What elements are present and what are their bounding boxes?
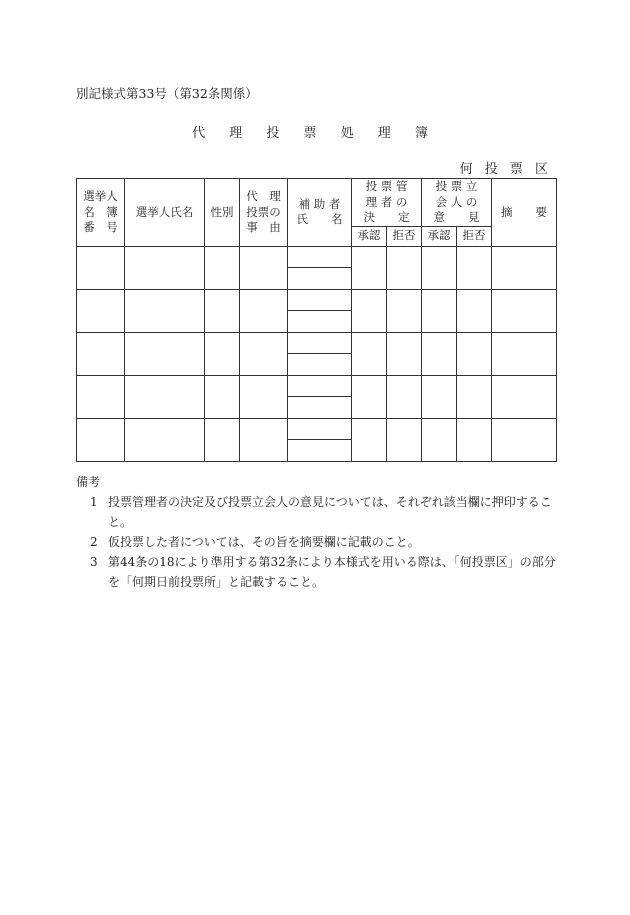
- notes-section: [76, 472, 556, 592]
- column-reason: [240, 179, 288, 247]
- column-manager-decision-line-1: 投 票 管: [365, 179, 408, 193]
- note-text: 投票管理者の決定及び投票立会人の意見については、それぞれ該当欄に押印すること。: [108, 495, 552, 529]
- cell-manager-reject: [387, 289, 422, 332]
- cell-witness-approve: [422, 289, 457, 332]
- cell-assistant-2: [288, 311, 352, 333]
- cell-witness-reject: [457, 418, 492, 461]
- note-item: [76, 552, 556, 592]
- column-reason-line-1: 代 理: [246, 189, 281, 203]
- cell-manager-approve: [352, 332, 387, 375]
- column-manager-decision: [352, 179, 422, 227]
- column-gender: [205, 179, 240, 247]
- cell-manager-approve: [352, 246, 387, 289]
- subcolumn-witness-reject: 拒否: [457, 226, 492, 246]
- column-voter-number-line-2: 名 簿: [83, 204, 118, 219]
- cell-voter-name: [125, 246, 205, 289]
- note-number: 2: [90, 535, 98, 549]
- notes-heading: 備考: [76, 475, 101, 489]
- note-item: [76, 532, 556, 552]
- cell-witness-reject: [457, 289, 492, 332]
- cell-witness-reject: [457, 246, 492, 289]
- column-assistant: [288, 179, 352, 247]
- cell-gender: [205, 289, 240, 332]
- column-gender-label: 性別: [210, 204, 234, 219]
- table-row: [77, 289, 557, 311]
- note-number: 1: [90, 495, 98, 509]
- cell-manager-reject: [387, 246, 422, 289]
- cell-assistant-2: [288, 397, 352, 419]
- cell-remarks: [492, 375, 557, 418]
- column-remarks: [492, 179, 557, 247]
- column-reason-line-3: 事 由: [246, 220, 281, 235]
- cell-witness-approve: [422, 246, 457, 289]
- cell-assistant-1: [288, 289, 352, 311]
- note-text: 仮投票した者については、その旨を摘要欄に記載のこと。: [108, 535, 420, 549]
- district-label: 何 投 票 区: [459, 162, 552, 177]
- subcolumn-witness-approve: 承認: [422, 226, 457, 246]
- proxy-voting-register-table: [76, 178, 557, 462]
- cell-manager-approve: [352, 289, 387, 332]
- cell-witness-approve: [422, 375, 457, 418]
- cell-manager-approve: [352, 375, 387, 418]
- column-manager-decision-line-2: 理 者 の: [365, 194, 408, 209]
- table-row: [77, 332, 557, 354]
- cell-voter-number: [77, 375, 125, 418]
- cell-remarks: [492, 332, 557, 375]
- cell-reason: [240, 246, 288, 289]
- cell-gender: [205, 375, 240, 418]
- note-item: [76, 492, 556, 532]
- cell-reason: [240, 289, 288, 332]
- subcolumn-manager-approve: 承認: [352, 226, 387, 246]
- cell-manager-approve: [352, 418, 387, 461]
- column-assistant-line-1: 補 助 者: [298, 196, 341, 211]
- cell-witness-reject: [457, 332, 492, 375]
- column-assistant-line-2: 氏 名: [296, 212, 343, 227]
- cell-voter-number: [77, 418, 125, 461]
- column-voter-number-line-1: 選挙人: [83, 189, 118, 203]
- cell-voter-number: [77, 246, 125, 289]
- cell-reason: [240, 332, 288, 375]
- cell-remarks: [492, 246, 557, 289]
- column-voter-name-label: 選挙人氏名: [135, 204, 194, 219]
- cell-reason: [240, 375, 288, 418]
- cell-assistant-1: [288, 375, 352, 397]
- cell-assistant-1: [288, 418, 352, 440]
- cell-gender: [205, 418, 240, 461]
- cell-gender: [205, 332, 240, 375]
- column-voter-name: [125, 179, 205, 247]
- cell-remarks: [492, 289, 557, 332]
- cell-assistant-2: [288, 440, 352, 462]
- table-row: [77, 418, 557, 440]
- cell-assistant-1: [288, 246, 352, 268]
- cell-reason: [240, 418, 288, 461]
- cell-manager-reject: [387, 375, 422, 418]
- cell-assistant-2: [288, 268, 352, 290]
- subcolumn-manager-reject: 拒否: [387, 226, 422, 246]
- note-number: 3: [90, 555, 98, 569]
- column-remarks-label: 摘 要: [501, 204, 547, 219]
- cell-witness-approve: [422, 418, 457, 461]
- table-row: [77, 375, 557, 397]
- cell-witness-reject: [457, 375, 492, 418]
- cell-voter-name: [125, 332, 205, 375]
- cell-manager-reject: [387, 332, 422, 375]
- cell-voter-number: [77, 289, 125, 332]
- cell-gender: [205, 246, 240, 289]
- cell-remarks: [492, 418, 557, 461]
- column-reason-line-2: 投票の: [246, 204, 281, 219]
- cell-assistant-1: [288, 332, 352, 354]
- form-number: 別記様式第33号（第32条関係）: [76, 86, 258, 101]
- cell-voter-number: [77, 332, 125, 375]
- column-voter-number-line-3: 番 号: [83, 220, 118, 235]
- cell-voter-name: [125, 375, 205, 418]
- cell-assistant-2: [288, 354, 352, 376]
- column-voter-number: [77, 179, 125, 247]
- note-text: 第44条の18により準用する第32条により本様式を用いる際は、「何投票区」の部分を「何期日前投票所」と記載すること。: [108, 555, 556, 589]
- cell-witness-approve: [422, 332, 457, 375]
- column-witness-opinion: [422, 179, 492, 227]
- cell-manager-reject: [387, 418, 422, 461]
- column-witness-opinion-line-1: 投 票 立: [435, 179, 478, 193]
- cell-voter-name: [125, 418, 205, 461]
- column-witness-opinion-line-3: 意 見: [433, 210, 480, 225]
- column-witness-opinion-line-2: 会 人 の: [435, 194, 478, 209]
- cell-voter-name: [125, 289, 205, 332]
- form-title: 代 理 投 票 処 理 簿: [192, 126, 438, 141]
- table-row: [77, 246, 557, 268]
- column-manager-decision-line-3: 決 定: [363, 210, 410, 225]
